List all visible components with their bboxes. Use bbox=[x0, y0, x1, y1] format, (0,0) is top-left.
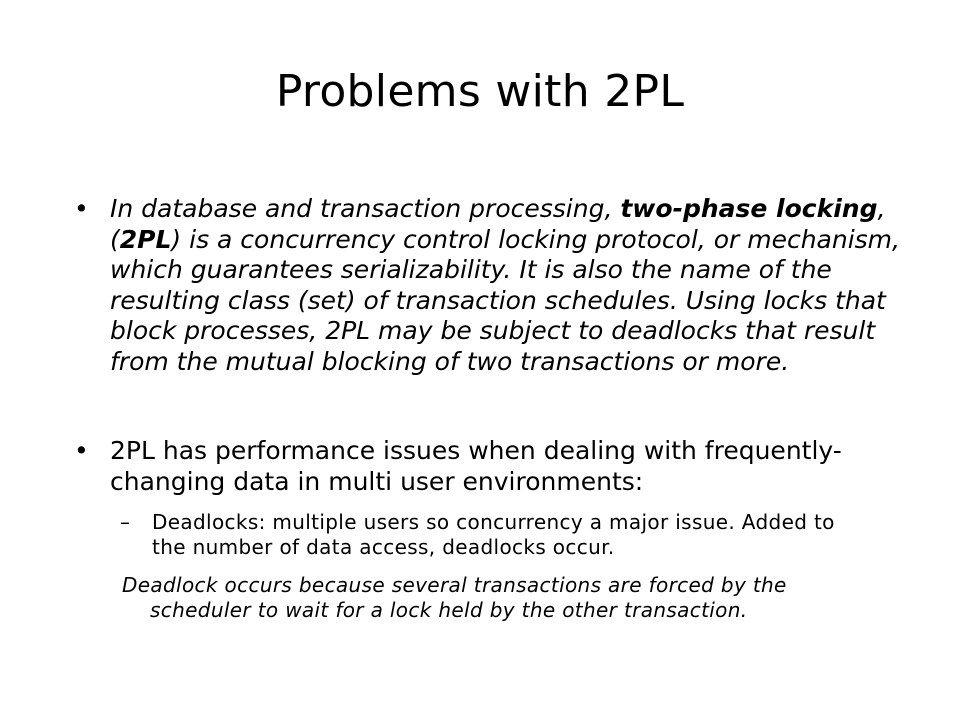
bullet-text: , ( bbox=[110, 194, 886, 254]
note-line-1: Deadlock occurs because several transactions are forced by the bbox=[122, 573, 787, 597]
bullet-marker: • bbox=[74, 436, 89, 465]
sub-bullet-deadlocks bbox=[120, 510, 872, 560]
bullet-text: ) is a concurrency control locking protocol, or mechanism, which guarantees serializability. It is also the name of the resulting class (set) of transaction schedules. Using locks that block processes, 2PL may be subject to deadlocks that result from the mutual blocking of two transactions or more. bbox=[110, 224, 900, 376]
bullet-text: In database and transaction processing, bbox=[110, 194, 621, 223]
term-two-phase-locking: two-phase locking bbox=[620, 194, 878, 223]
term-2pl: 2PL bbox=[119, 224, 172, 254]
bullet-marker: • bbox=[74, 194, 89, 223]
sub-bullet-text: Deadlocks: multiple users so concurrency a major issue. Added to the number of data access, deadlocks occur. bbox=[152, 510, 835, 559]
slide-title: Problems with 2PL bbox=[275, 66, 685, 117]
deadlock-note bbox=[122, 573, 882, 623]
bullet-2pl-definition bbox=[74, 194, 900, 377]
dash-marker: – bbox=[120, 510, 131, 534]
bullet-performance-issues bbox=[74, 436, 900, 497]
note-line-2: scheduler to wait for a lock held by the other transaction. bbox=[150, 598, 748, 622]
bullet-text: 2PL has performance issues when dealing with frequently-changing data in multi user environments: bbox=[110, 436, 842, 496]
